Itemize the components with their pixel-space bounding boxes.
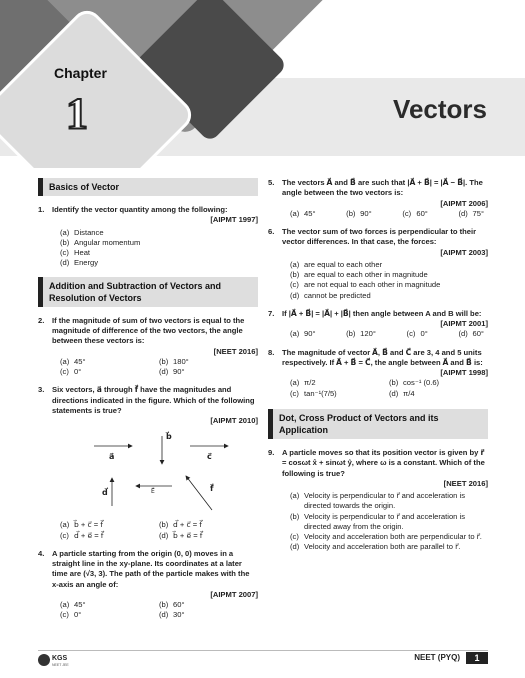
vector-figure-svg xyxy=(52,430,258,514)
question-text: The magnitude of vector A⃗, B⃗ and C⃗ are 3, 4 and 5 units respectively. If A⃗ + B⃗ = C⃗, the angle between A⃗ and B⃗ is: xyxy=(282,347,483,367)
question-number: 6. xyxy=(268,227,275,236)
chapter-title: Vectors xyxy=(393,94,487,124)
option: (c) 0° xyxy=(406,329,428,339)
question-1 xyxy=(38,205,258,269)
question-text: The vector sum of two forces is perpendicular to their vector differences. In that case, the forces: xyxy=(282,227,477,247)
option: (b) 120° xyxy=(346,329,376,339)
option: (b) 60° xyxy=(159,600,185,610)
question-4 xyxy=(38,549,258,621)
option: (d) 75° xyxy=(458,208,484,218)
chapter-label: Chapter xyxy=(54,65,107,81)
footer-label: NEET (PYQ) xyxy=(414,653,460,662)
option: (a) Velocity is perpendicular to r⃗ and acceleration is directed towards the origin. xyxy=(290,491,465,511)
option: (a) are equal to each other xyxy=(290,259,383,269)
question-text: If the magnitude of sum of two vectors is equal to the magnitude of difference of the two vectors, the angle between these vectors is: xyxy=(52,315,245,346)
option: (a) 90° xyxy=(290,329,316,339)
option: (b) d⃗ + c⃗ = f⃗ xyxy=(159,520,202,530)
option: (a) 45° xyxy=(290,208,316,218)
option: (a) 45° xyxy=(60,356,86,366)
question-source: [AIPMT 2006] xyxy=(440,198,488,208)
label-b: b⃗ xyxy=(166,432,172,442)
page-footer xyxy=(38,650,488,668)
question-source: [NEET 2016] xyxy=(443,478,488,488)
label-e: E⃗ xyxy=(151,489,155,496)
option: (c) 0° xyxy=(60,610,82,620)
option: (b) 90° xyxy=(346,208,372,218)
option: (a) b⃗ + c⃗ = f⃗ xyxy=(60,520,103,530)
option: (b) are equal to each other in magnitude xyxy=(290,270,428,279)
question-number: 9. xyxy=(268,448,275,458)
logo-icon xyxy=(38,654,50,666)
label-c: c⃗ xyxy=(207,452,212,462)
question-7 xyxy=(268,309,488,340)
option: (d) Velocity and acceleration both are parallel to r⃗. xyxy=(290,542,461,552)
question-source: [AIPMT 1998] xyxy=(440,368,488,377)
question-number: 8. xyxy=(268,347,275,357)
option: (c) Velocity and acceleration both are perpendicular to r⃗. xyxy=(290,532,482,542)
option: (a) π/2 xyxy=(290,378,316,388)
option: (c) 60° xyxy=(402,208,428,218)
vector-f xyxy=(186,476,212,510)
question-9 xyxy=(268,448,488,553)
option: (a) Distance xyxy=(60,227,104,237)
question-2 xyxy=(38,316,258,378)
question-text: A particle starting from the origin (0, 0) moves in a straight line in the xy-plane. Its coordinates at a later time are (√3, 3). The path of the particle makes with the x-axis an angle of: xyxy=(52,548,250,589)
option: (c) are not equal to each other in magnitude xyxy=(290,280,441,290)
section-heading: Addition and Subtraction of Vectors and Resolution of Vectors xyxy=(38,277,258,307)
vector-figure xyxy=(52,430,258,514)
option: (d) Energy xyxy=(60,258,99,268)
chapter-header xyxy=(0,0,525,168)
question-3 xyxy=(38,385,258,541)
option: (d) 90° xyxy=(159,367,185,377)
logo-subtext: NEET JEE xyxy=(52,663,69,668)
question-text: The vectors A⃗ and B⃗ are such that |A⃗ + B⃗| = |A⃗ − B⃗|. The angle between the two vectors is: xyxy=(282,178,483,198)
publisher-logo xyxy=(38,653,69,668)
question-text: If |A⃗ + B⃗| = |A⃗| + |B⃗| then angle between A and B will be: xyxy=(282,308,482,318)
option: (d) 30° xyxy=(159,610,185,620)
section-heading: Dot, Cross Product of Vectors and its Application xyxy=(268,409,488,439)
chapter-number: 1 xyxy=(66,89,88,138)
option: (c) Heat xyxy=(60,248,91,258)
label-d: d⃗ xyxy=(102,488,108,498)
logo-text: KGS xyxy=(52,655,68,662)
option: (b) 180° xyxy=(159,356,189,366)
question-8 xyxy=(268,348,488,399)
question-number: 4. xyxy=(38,548,45,558)
option: (b) Angular momentum xyxy=(60,237,141,247)
question-text: A particle moves so that its position vector is given by r⃗ = cosωt x̂ + sinωt ŷ, where ω is a constant. Which of the following is true? xyxy=(282,448,485,478)
question-6 xyxy=(268,227,488,301)
question-source: [AIPMT 1997] xyxy=(210,215,258,225)
question-source: [AIPMT 2010] xyxy=(210,416,258,426)
option: (c) 0° xyxy=(60,367,82,377)
question-number: 2. xyxy=(38,315,45,325)
option: (d) π/4 xyxy=(389,388,415,398)
question-text: Six vectors, a⃗ through f⃗ have the magnitudes and directions indicated in the figure. Which of the following statements is true? xyxy=(52,385,255,415)
page-number: 1 xyxy=(466,652,488,664)
question-source: [AIPMT 2001] xyxy=(440,319,488,328)
label-a: a⃗ xyxy=(109,452,115,462)
label-f: f⃗ xyxy=(210,484,214,494)
question-number: 7. xyxy=(268,308,275,318)
option: (b) Velocity is perpendicular to r⃗ and acceleration is directed away from the origin. xyxy=(290,511,465,531)
question-source: [NEET 2016] xyxy=(213,346,258,356)
question-source: [AIPMT 2007] xyxy=(210,589,258,599)
question-number: 5. xyxy=(268,178,275,187)
section-heading: Basics of Vector xyxy=(38,178,258,196)
question-source: [AIPMT 2003] xyxy=(440,247,488,257)
question-number: 3. xyxy=(38,385,45,395)
option: (d) 60° xyxy=(458,329,484,339)
option: (b) cos⁻¹ (0.6) xyxy=(389,378,440,388)
question-text: Identify the vector quantity among the following: xyxy=(52,205,228,215)
right-column xyxy=(268,178,488,561)
option: (d) b⃗ + e⃗ = f⃗ xyxy=(159,530,203,540)
option: (a) 45° xyxy=(60,600,86,610)
option: (d) cannot be predicted xyxy=(290,290,371,300)
option: (c) d⃗ + e⃗ = f⃗ xyxy=(60,530,104,540)
option: (c) tan⁻¹(7/5) xyxy=(290,388,337,398)
question-5 xyxy=(268,178,488,219)
left-column xyxy=(38,178,258,629)
question-number: 1. xyxy=(38,205,45,215)
